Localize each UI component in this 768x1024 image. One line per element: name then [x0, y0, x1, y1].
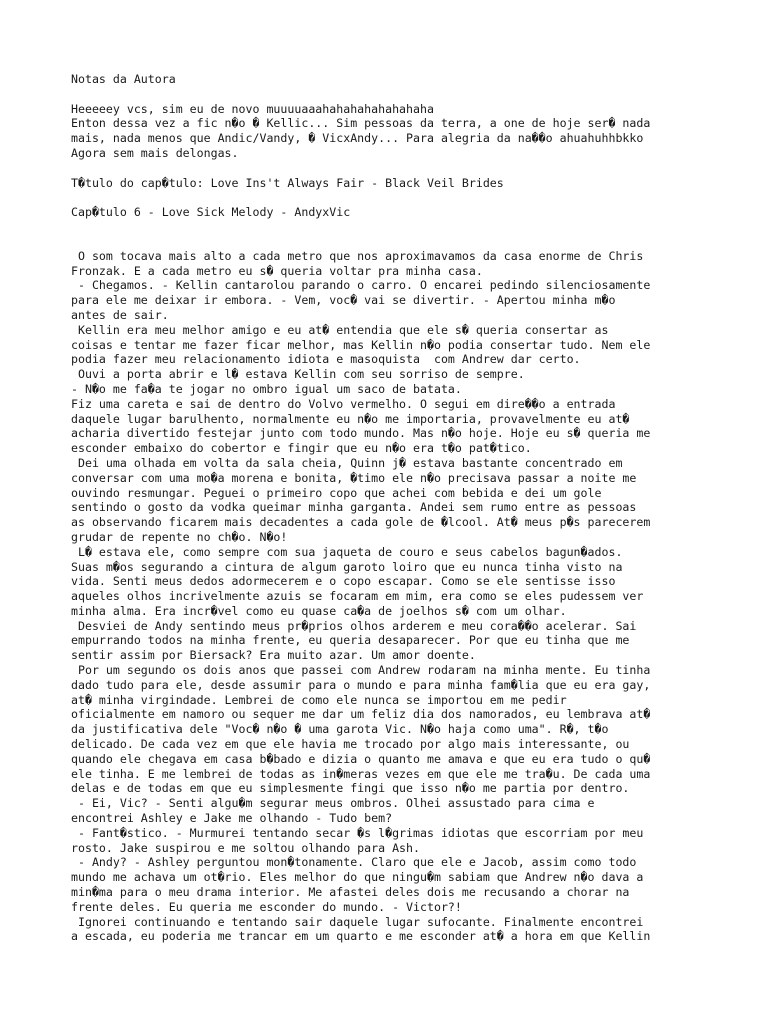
body-line: at� minha virgindade. Lembrei de como ele nunca se importou em me pedir: [71, 692, 567, 707]
body-line: empurrando todos na minha frente, eu queria desaparecer. Por que eu tinha que me: [71, 633, 630, 648]
notes-line: Heeeeey vcs, sim eu de novo muuuuaaahahahahahahahaha: [71, 101, 434, 116]
body-line: ouvindo resmungar. Peguei o primeiro copo que achei com bebida e dei um gole: [71, 485, 602, 500]
body-line: conversar com uma mo�a morena e bonita, �timo ele n�o precisava passar a noite me: [71, 470, 637, 485]
body-line: daquele lugar barulhento, normalmente eu n�o me importaria, provavelmente eu at�: [71, 411, 630, 426]
body-line: min�ma para o meu drama interior. Me afastei deles dois me recusando a chorar na: [71, 885, 630, 900]
body-line: vida. Senti meus dedos adormecerem e o copo escapar. Como se ele sentisse isso: [71, 574, 616, 589]
body-line: delas e de todas em que eu simplesmente fingi que isso n�o me partia por dentro.: [71, 781, 630, 796]
body-line: minha alma. Era incr�vel como eu quase ca�a de joelhos s� com um olhar.: [71, 603, 567, 618]
body-line: rosto. Jake suspirou e me soltou olhando para Ash.: [71, 840, 421, 855]
body-line: - Ei, Vic? - Senti algu�m segurar meus ombros. Olhei assustado para cima e: [71, 796, 595, 811]
body-line: encontrei Ashley e Jake me olhando - Tudo bem?: [71, 811, 393, 826]
blank-line: [71, 87, 711, 102]
body-line: da justificativa dele "Voc� n�o � uma garota Vic. N�o haja como uma". R�, t�o: [71, 722, 609, 737]
body-line: as observando ficarem mais decadentes a cada gole de �lcool. At� meus p�s parecerem: [71, 515, 651, 530]
body-line: antes de sair.: [71, 307, 169, 322]
notes-line: mais, nada menos que Andic/Vandy, � VicxAndy... Para alegria da na��o ahuahuhhbkko: [71, 131, 644, 146]
body-line: - Chegamos. - Kellin cantarolou parando o carro. O encarei pedindo silenciosamente: [71, 278, 651, 293]
chapter-body: [71, 249, 711, 944]
body-line: ele tinha. E me lembrei de todas as in�meras vezes em que ele me tra�u. De cada uma: [71, 766, 651, 781]
body-line: Por um segundo os dois anos que passei com Andrew rodaram na minha mente. Eu tinha: [71, 663, 651, 678]
body-line: - Fant�stico. - Murmurei tentando secar �s l�grimas idiotas que escorriam por meu: [71, 825, 644, 840]
body-line: Ignorei continuando e tentando sair daquele lugar sufocante. Finalmente encontrei: [71, 914, 644, 929]
body-line: Dei uma olhada em volta da sala cheia, Quinn j� estava bastante concentrado em: [71, 455, 623, 470]
body-line: quando ele chegava em casa b�bado e dizia o quanto me amava e que eu era tudo o qu�: [71, 751, 651, 766]
body-line: sentindo o gosto da vodka queimar minha garganta. Andei sem rumo entre as pessoas: [71, 500, 637, 515]
body-line: acharia divertido festejar junto com todo mundo. Mas n�o hoje. Hoje eu s� queria me: [71, 426, 651, 441]
notes-heading: Notas da Autora: [71, 72, 176, 86]
body-line: dado tudo para ele, desde assumir para o mundo e para minha fam�lia que eu era gay,: [71, 677, 651, 692]
body-line: grudar de repente no ch�o. N�o!: [71, 529, 288, 544]
body-line: O som tocava mais alto a cada metro que nos aproximavamos da casa enorme de Chris: [71, 248, 644, 263]
body-line: L� estava ele, como sempre com sua jaqueta de couro e seus cabelos bagun�ados.: [71, 544, 623, 559]
body-line: Fronzak. E a cada metro eu s� queria voltar pra minha casa.: [71, 263, 483, 278]
author-notes: [71, 102, 711, 161]
body-line: oficialmente em namoro ou sequer me dar um feliz dia dos namorados, eu lembrava at�: [71, 707, 651, 722]
body-line: delicado. De cada vez em que ele havia me trocado por algo mais interessante, ou: [71, 737, 630, 752]
chapter-line: Cap�tulo 6 - Love Sick Melody - AndyxVic: [71, 205, 351, 220]
blank-line: [71, 161, 711, 176]
document-page: [71, 72, 711, 944]
body-line: - N�o me fa�a te jogar no ombro igual um saco de batata.: [71, 381, 462, 396]
body-line: Suas m�os segurando a cintura de algum garoto loiro que eu nunca tinha visto na: [71, 559, 623, 574]
body-line: esconder embaixo do cobertor e fingir que eu n�o era t�o pat�tico.: [71, 441, 532, 456]
body-line: Fiz uma careta e sai de dentro do Volvo vermelho. O segui em dire��o a entrada: [71, 396, 616, 411]
body-line: sentir assim por Biersack? Era muito azar. Um amor doente.: [71, 648, 476, 663]
body-line: Kellin era meu melhor amigo e eu at� entendia que ele s� queria consertar as: [71, 322, 609, 337]
blank-line: [71, 220, 711, 235]
notes-line: Enton dessa vez a fic n�o � Kellic... Sim pessoas da terra, a one de hoje ser� nada: [71, 116, 651, 131]
body-line: - Andy? - Ashley perguntou mon�tonamente. Claro que ele e Jacob, assim como todo: [71, 855, 637, 870]
body-line: podia fazer meu relacionamento idiota e masoquista com Andrew dar certo.: [71, 352, 581, 367]
notes-line: Agora sem mais delongas.: [71, 145, 239, 160]
body-line: frente deles. Eu queria me esconder do mundo. - Victor?!: [71, 899, 462, 914]
body-line: para ele me deixar ir embora. - Vem, voc� vai se divertir. - Apertou minha m�o: [71, 293, 616, 308]
chapter-title-line: T�tulo do cap�tulo: Love Ins't Always Fair - Black Veil Brides: [71, 175, 504, 190]
body-line: mundo me achava um ot�rio. Eles melhor do que ningu�m sabiam que Andrew n�o dava a: [71, 870, 644, 885]
body-line: Desviei de Andy sentindo meus pr�prios olhos arderem e meu cora��o acelerar. Sai: [71, 618, 637, 633]
body-line: Ouvi a porta abrir e l� estava Kellin com seu sorriso de sempre.: [71, 367, 525, 382]
body-line: coisas e tentar me fazer ficar melhor, mas Kellin n�o podia consertar tudo. Nem ele: [71, 337, 651, 352]
body-line: a escada, eu poderia me trancar em um quarto e me esconder at� a hora em que Kellin: [71, 929, 651, 944]
blank-line: [71, 190, 711, 205]
body-line: aqueles olhos incrivelmente azuis se focaram em mim, era como se eles pudessem ver: [71, 589, 644, 604]
